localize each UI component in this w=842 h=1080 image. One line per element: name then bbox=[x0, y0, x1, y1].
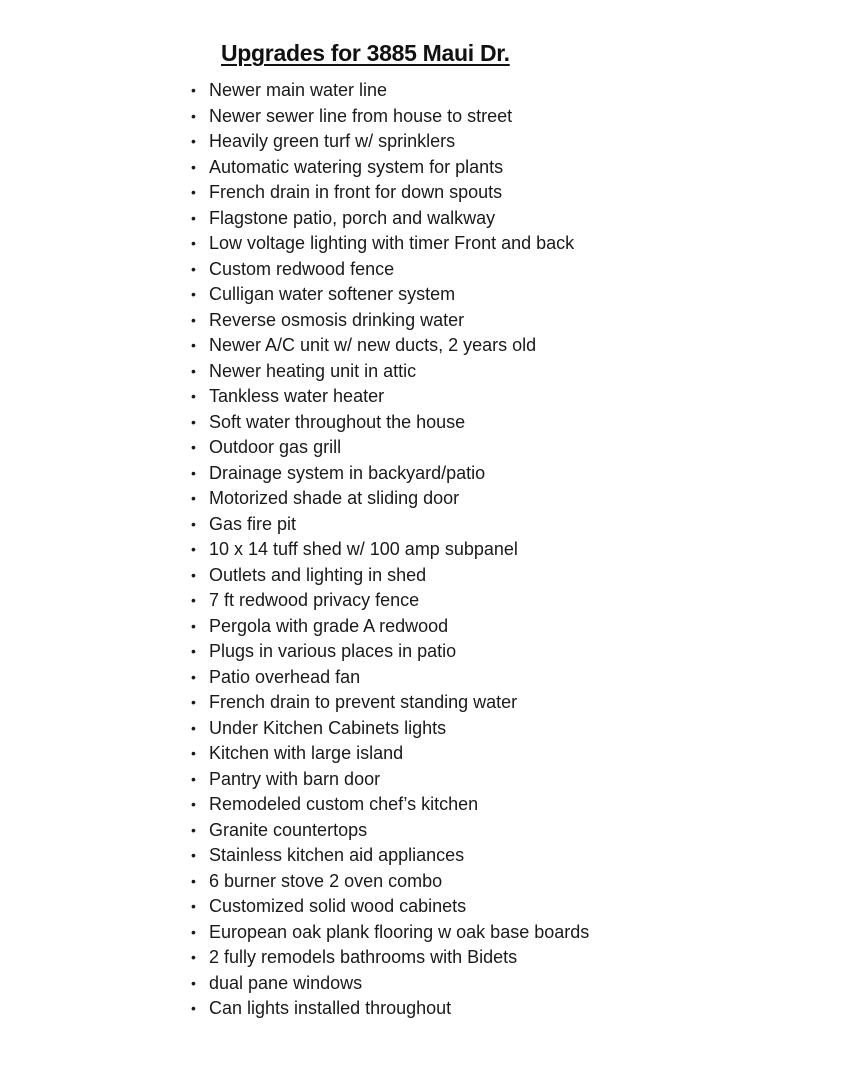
bullet-icon: • bbox=[191, 796, 196, 812]
bullet-icon: • bbox=[191, 235, 196, 251]
list-item bbox=[188, 996, 589, 1022]
bullet-icon: • bbox=[191, 745, 196, 761]
list-item bbox=[188, 129, 589, 155]
bullet-icon: • bbox=[191, 388, 196, 404]
bullet-icon: • bbox=[191, 158, 196, 175]
bullet-icon: • bbox=[191, 464, 196, 481]
bullet-icon: • bbox=[191, 923, 196, 940]
list-item bbox=[188, 308, 589, 334]
list-item-text: French drain to prevent standing water bbox=[209, 692, 518, 712]
list-item bbox=[188, 945, 589, 971]
list-item-text: Tankless water heater bbox=[209, 386, 385, 406]
list-item bbox=[188, 78, 589, 104]
list-item-text: dual pane windows bbox=[209, 972, 363, 993]
list-item-text: Plugs in various places in patio bbox=[209, 641, 457, 661]
bullet-icon: • bbox=[191, 566, 196, 583]
list-item-text: Granite countertops bbox=[209, 819, 368, 840]
list-item bbox=[188, 690, 589, 716]
list-item bbox=[188, 257, 589, 283]
bullet-icon: • bbox=[191, 592, 196, 608]
bullet-icon: • bbox=[191, 362, 196, 379]
bullet-icon: • bbox=[191, 286, 196, 302]
list-item bbox=[188, 155, 589, 181]
bullet-icon: • bbox=[191, 209, 196, 226]
list-item-text: Patio overhead fan bbox=[209, 666, 361, 687]
list-item-text: Customized solid wood cabinets bbox=[209, 896, 467, 916]
list-item-text: Low voltage lighting with timer Front and back bbox=[209, 233, 575, 253]
list-item-text: 6 burner stove 2 oven combo bbox=[209, 870, 443, 891]
list-item-text: Reverse osmosis drinking water bbox=[209, 309, 465, 330]
bullet-icon: • bbox=[191, 872, 196, 889]
list-item bbox=[188, 588, 589, 614]
bullet-icon: • bbox=[191, 260, 196, 277]
bullet-icon: • bbox=[191, 311, 196, 328]
list-item-text: Automatic watering system for plants bbox=[209, 156, 504, 177]
bullet-icon: • bbox=[191, 413, 196, 430]
list-item bbox=[188, 435, 589, 461]
list-item-text: Gas fire pit bbox=[209, 513, 297, 534]
list-item-text: Kitchen with large island bbox=[209, 743, 404, 763]
bullet-icon: • bbox=[191, 847, 196, 863]
list-item bbox=[188, 461, 589, 487]
list-item-text: Newer sewer line from house to street bbox=[209, 105, 513, 126]
list-item-text: 2 fully remodels bathrooms with Bidets bbox=[209, 947, 518, 967]
list-item bbox=[188, 716, 589, 742]
list-item bbox=[188, 741, 589, 767]
list-item-text: 7 ft redwood privacy fence bbox=[209, 590, 420, 610]
list-item bbox=[188, 665, 589, 691]
bullet-icon: • bbox=[191, 1000, 196, 1016]
list-item bbox=[188, 818, 589, 844]
list-item-text: Pergola with grade A redwood bbox=[209, 615, 449, 636]
list-item bbox=[188, 563, 589, 589]
list-item-text: European oak plank flooring w oak base boards bbox=[209, 921, 590, 942]
bullet-icon: • bbox=[191, 668, 196, 685]
bullet-icon: • bbox=[191, 719, 196, 736]
list-item bbox=[188, 894, 589, 920]
bullet-icon: • bbox=[191, 515, 196, 532]
list-item-text: Motorized shade at sliding door bbox=[209, 488, 460, 508]
list-item-text: Heavily green turf w/ sprinklers bbox=[209, 131, 456, 151]
list-item bbox=[188, 512, 589, 538]
list-item-text: Culligan water softener system bbox=[209, 284, 456, 304]
list-item-text: Can lights installed throughout bbox=[209, 998, 452, 1018]
bullet-icon: • bbox=[191, 694, 196, 710]
bullet-icon: • bbox=[191, 974, 196, 991]
list-item-text: French drain in front for down spouts bbox=[209, 182, 503, 202]
list-item-text: Stainless kitchen aid appliances bbox=[209, 845, 465, 865]
upgrades-list bbox=[188, 78, 589, 1022]
list-item bbox=[188, 843, 589, 869]
list-item bbox=[188, 767, 589, 793]
list-item bbox=[188, 869, 589, 895]
bullet-icon: • bbox=[191, 949, 196, 965]
list-item bbox=[188, 920, 589, 946]
bullet-icon: • bbox=[191, 337, 196, 353]
list-item-text: Outlets and lighting in shed bbox=[209, 564, 427, 585]
bullet-icon: • bbox=[191, 439, 196, 455]
list-item bbox=[188, 180, 589, 206]
list-item-text: Pantry with barn door bbox=[209, 768, 381, 789]
bullet-icon: • bbox=[191, 184, 196, 200]
list-item bbox=[188, 282, 589, 308]
list-item bbox=[188, 537, 589, 563]
bullet-icon: • bbox=[191, 770, 196, 787]
bullet-icon: • bbox=[191, 821, 196, 838]
list-item bbox=[188, 792, 589, 818]
list-item bbox=[188, 333, 589, 359]
list-item bbox=[188, 410, 589, 436]
list-item-text: Outdoor gas grill bbox=[209, 437, 342, 457]
list-item-text: Flagstone patio, porch and walkway bbox=[209, 207, 496, 228]
bullet-icon: • bbox=[191, 617, 196, 634]
list-item-text: Newer heating unit in attic bbox=[209, 360, 417, 381]
page-title: Upgrades for 3885 Maui Dr. bbox=[221, 40, 510, 66]
bullet-icon: • bbox=[191, 133, 196, 149]
list-item bbox=[188, 206, 589, 232]
list-item-text: Custom redwood fence bbox=[209, 258, 395, 279]
list-item-text: Newer main water line bbox=[209, 80, 388, 100]
list-item bbox=[188, 104, 589, 130]
list-item bbox=[188, 359, 589, 385]
bullet-icon: • bbox=[191, 82, 196, 98]
bullet-icon: • bbox=[191, 541, 196, 557]
list-item-text: Remodeled custom chef’s kitchen bbox=[209, 794, 479, 814]
list-item bbox=[188, 971, 589, 997]
bullet-icon: • bbox=[191, 643, 196, 659]
list-item-text: 10 x 14 tuff shed w/ 100 amp subpanel bbox=[209, 539, 518, 559]
list-item-text: Soft water throughout the house bbox=[209, 411, 466, 432]
list-item-text: Drainage system in backyard/patio bbox=[209, 462, 486, 483]
list-item-text: Under Kitchen Cabinets lights bbox=[209, 717, 447, 738]
list-item bbox=[188, 231, 589, 257]
list-item bbox=[188, 614, 589, 640]
list-item-text: Newer A/C unit w/ new ducts, 2 years old bbox=[209, 335, 537, 355]
list-item bbox=[188, 486, 589, 512]
bullet-icon: • bbox=[191, 898, 196, 914]
list-item bbox=[188, 384, 589, 410]
bullet-icon: • bbox=[191, 107, 196, 124]
bullet-icon: • bbox=[191, 490, 196, 506]
list-item bbox=[188, 639, 589, 665]
